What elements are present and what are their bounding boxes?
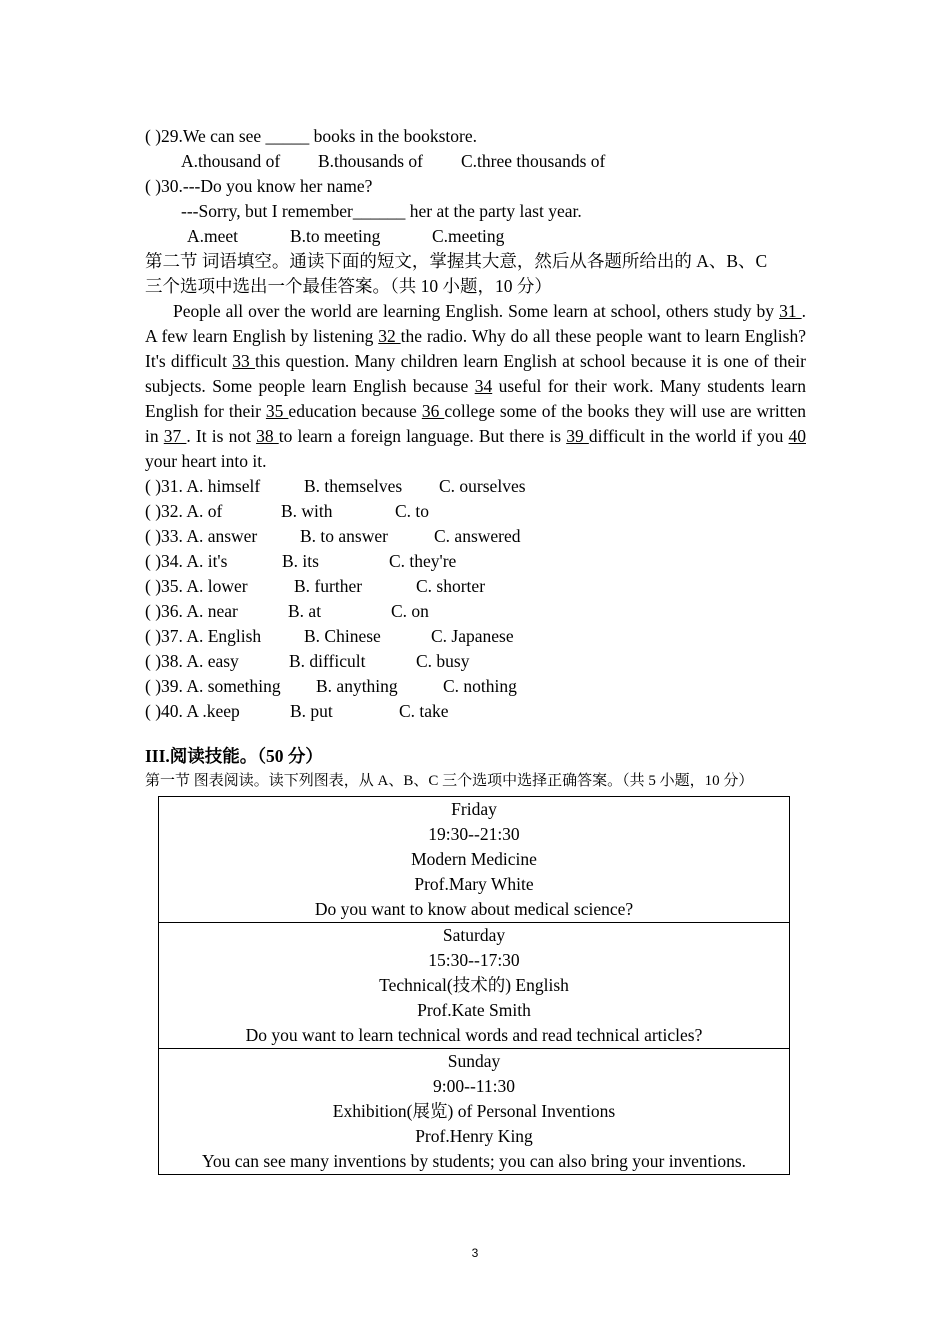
- question-option-b: B. difficult: [289, 651, 366, 671]
- question-option-c: C. take: [399, 701, 449, 721]
- question-option-a: ( )32. A. of: [145, 501, 223, 521]
- blank: 39: [566, 426, 589, 446]
- question-option-b: B. further: [294, 576, 363, 596]
- question-option-b: B. themselves: [304, 476, 403, 496]
- schedule-time: 15:30--17:30: [428, 950, 520, 970]
- question-option-b: B. with: [281, 501, 333, 521]
- blank: 36: [421, 401, 445, 421]
- question-option-c: C. nothing: [443, 676, 517, 696]
- question-row: [145, 474, 806, 499]
- passage-text: difficult in the world if you: [588, 426, 789, 446]
- blank: 32: [378, 326, 401, 346]
- question-row: [145, 549, 806, 574]
- question-option-a: ( )31. A. himself: [145, 476, 261, 496]
- question-option-a: ( )35. A. lower: [145, 576, 248, 596]
- page-content: [145, 124, 806, 794]
- question-option-b: B. Chinese: [304, 626, 381, 646]
- question-row: [145, 624, 806, 649]
- schedule-cell: [159, 923, 790, 1049]
- cloze-passage: [145, 299, 806, 474]
- question-option-b: B. its: [282, 551, 319, 571]
- schedule-cell: [159, 797, 790, 923]
- schedule-desc: Do you want to know about medical science?: [314, 899, 634, 919]
- schedule-day: Saturday: [442, 925, 506, 945]
- blank: 38: [256, 426, 279, 446]
- passage-text: the radio. Why do all these people want to learn English? It's difficult: [145, 326, 806, 371]
- section2-heading-1: 第二节 词语填空。通读下面的短文，掌握其大意，然后从各题所给出的 A、B、C: [145, 251, 768, 271]
- question-option-c: C. busy: [416, 651, 470, 671]
- schedule-day: Friday: [451, 799, 497, 819]
- schedule-desc: Do you want to learn technical words and read technical articles?: [245, 1025, 703, 1045]
- q30-stem: ( )30.---Do you know her name?: [145, 176, 373, 196]
- question-option-c: C. to: [395, 501, 430, 521]
- q29-options: [145, 149, 806, 174]
- passage-text: People all over the world are learning English. Some learn at school, others study by: [173, 301, 780, 321]
- page-number: 3: [471, 1246, 479, 1260]
- question-row: [145, 524, 806, 549]
- schedule-topic: Exhibition(展览) of Personal Inventions: [332, 1101, 616, 1121]
- question-option-a: ( )38. A. easy: [145, 651, 239, 671]
- schedule-row: [159, 797, 790, 923]
- schedule-topic: Technical(技术的) English: [379, 975, 569, 995]
- schedule-row: [159, 923, 790, 1049]
- blank: 33: [232, 351, 255, 371]
- q29-option-c: C.three thousands of: [461, 151, 606, 171]
- question-option-c: C. they're: [389, 551, 457, 571]
- q30-option-c: C.meeting: [432, 226, 505, 246]
- passage-text: your heart into it.: [145, 451, 267, 471]
- blank: 35: [265, 401, 289, 421]
- question-option-a: ( )37. A. English: [145, 626, 262, 646]
- passage-text: education because: [288, 401, 422, 421]
- blank: 34: [474, 376, 493, 396]
- question-row: [145, 699, 806, 724]
- question-row: [145, 649, 806, 674]
- schedule-time: 19:30--21:30: [428, 824, 520, 844]
- section2-heading-2: 三个选项中选出一个最佳答案。（共 10 小题，10 分）: [145, 276, 552, 296]
- question-option-a: ( )40. A .keep: [145, 701, 240, 721]
- q29-option-b: B.thousands of: [318, 151, 423, 171]
- question-option-c: C. on: [391, 601, 429, 621]
- q30-option-a: A.meet: [187, 226, 239, 246]
- section3-title: III.阅读技能。（50 分）: [145, 746, 323, 766]
- schedule-prof: Prof.Mary White: [414, 874, 534, 894]
- question-option-b: B. put: [290, 701, 333, 721]
- q30-options: [145, 224, 806, 249]
- section3-subtitle: 第一节 图表阅读。读下列图表，从 A、B、C 三个选项中选择正确答案。（共 5 小题，10 分）: [145, 773, 754, 789]
- question-option-b: B. to answer: [300, 526, 388, 546]
- schedule-time: 9:00--11:30: [433, 1076, 515, 1096]
- schedule-row: [159, 1049, 790, 1175]
- question-row: [145, 574, 806, 599]
- question-option-b: B. anything: [316, 676, 398, 696]
- q30-line2: ---Sorry, but I remember______ her at the party last year.: [181, 201, 582, 221]
- question-option-c: C. ourselves: [439, 476, 526, 496]
- question-option-a: ( )36. A. near: [145, 601, 238, 621]
- passage-text: useful for their work. Many students learn English for their: [145, 376, 806, 421]
- schedule-prof: Prof.Kate Smith: [417, 1000, 531, 1020]
- passage-text: college some of the books they will use are written in: [145, 401, 807, 446]
- question-option-c: C. shorter: [416, 576, 486, 596]
- question-option-a: ( )34. A. it's: [145, 551, 228, 571]
- schedule-cell: [159, 1049, 790, 1175]
- passage-text: . It is not: [186, 426, 257, 446]
- question-option-b: B. at: [288, 601, 322, 621]
- q29-stem: ( )29.We can see _____ books in the bookstore.: [145, 126, 477, 146]
- q29-option-a: A.thousand of: [181, 151, 281, 171]
- q30-option-b: B.to meeting: [290, 226, 381, 246]
- schedule-table: [158, 796, 790, 1175]
- question-option-a: ( )39. A. something: [145, 676, 281, 696]
- question-option-a: ( )33. A. answer: [145, 526, 258, 546]
- blank: 31: [779, 301, 802, 321]
- question-option-c: C. Japanese: [431, 626, 514, 646]
- question-option-c: C. answered: [434, 526, 521, 546]
- schedule-day: Sunday: [447, 1051, 501, 1071]
- question-row: [145, 499, 806, 524]
- schedule-topic: Modern Medicine: [411, 849, 537, 869]
- passage-text: . A few learn English by listening: [145, 301, 806, 346]
- passage-text: this question. Many children learn English at school because it is one of their subjects. Some people learn English because: [145, 351, 806, 396]
- schedule-prof: Prof.Henry King: [415, 1126, 533, 1146]
- schedule-desc: You can see many inventions by students; you can also bring your inventions.: [201, 1151, 747, 1171]
- question-row: [145, 599, 806, 624]
- cloze-question-list: [145, 474, 806, 724]
- question-row: [145, 674, 806, 699]
- passage-text: to learn a foreign language. But there is: [278, 426, 567, 446]
- blank: 37: [163, 426, 187, 446]
- blank: 40: [788, 426, 806, 446]
